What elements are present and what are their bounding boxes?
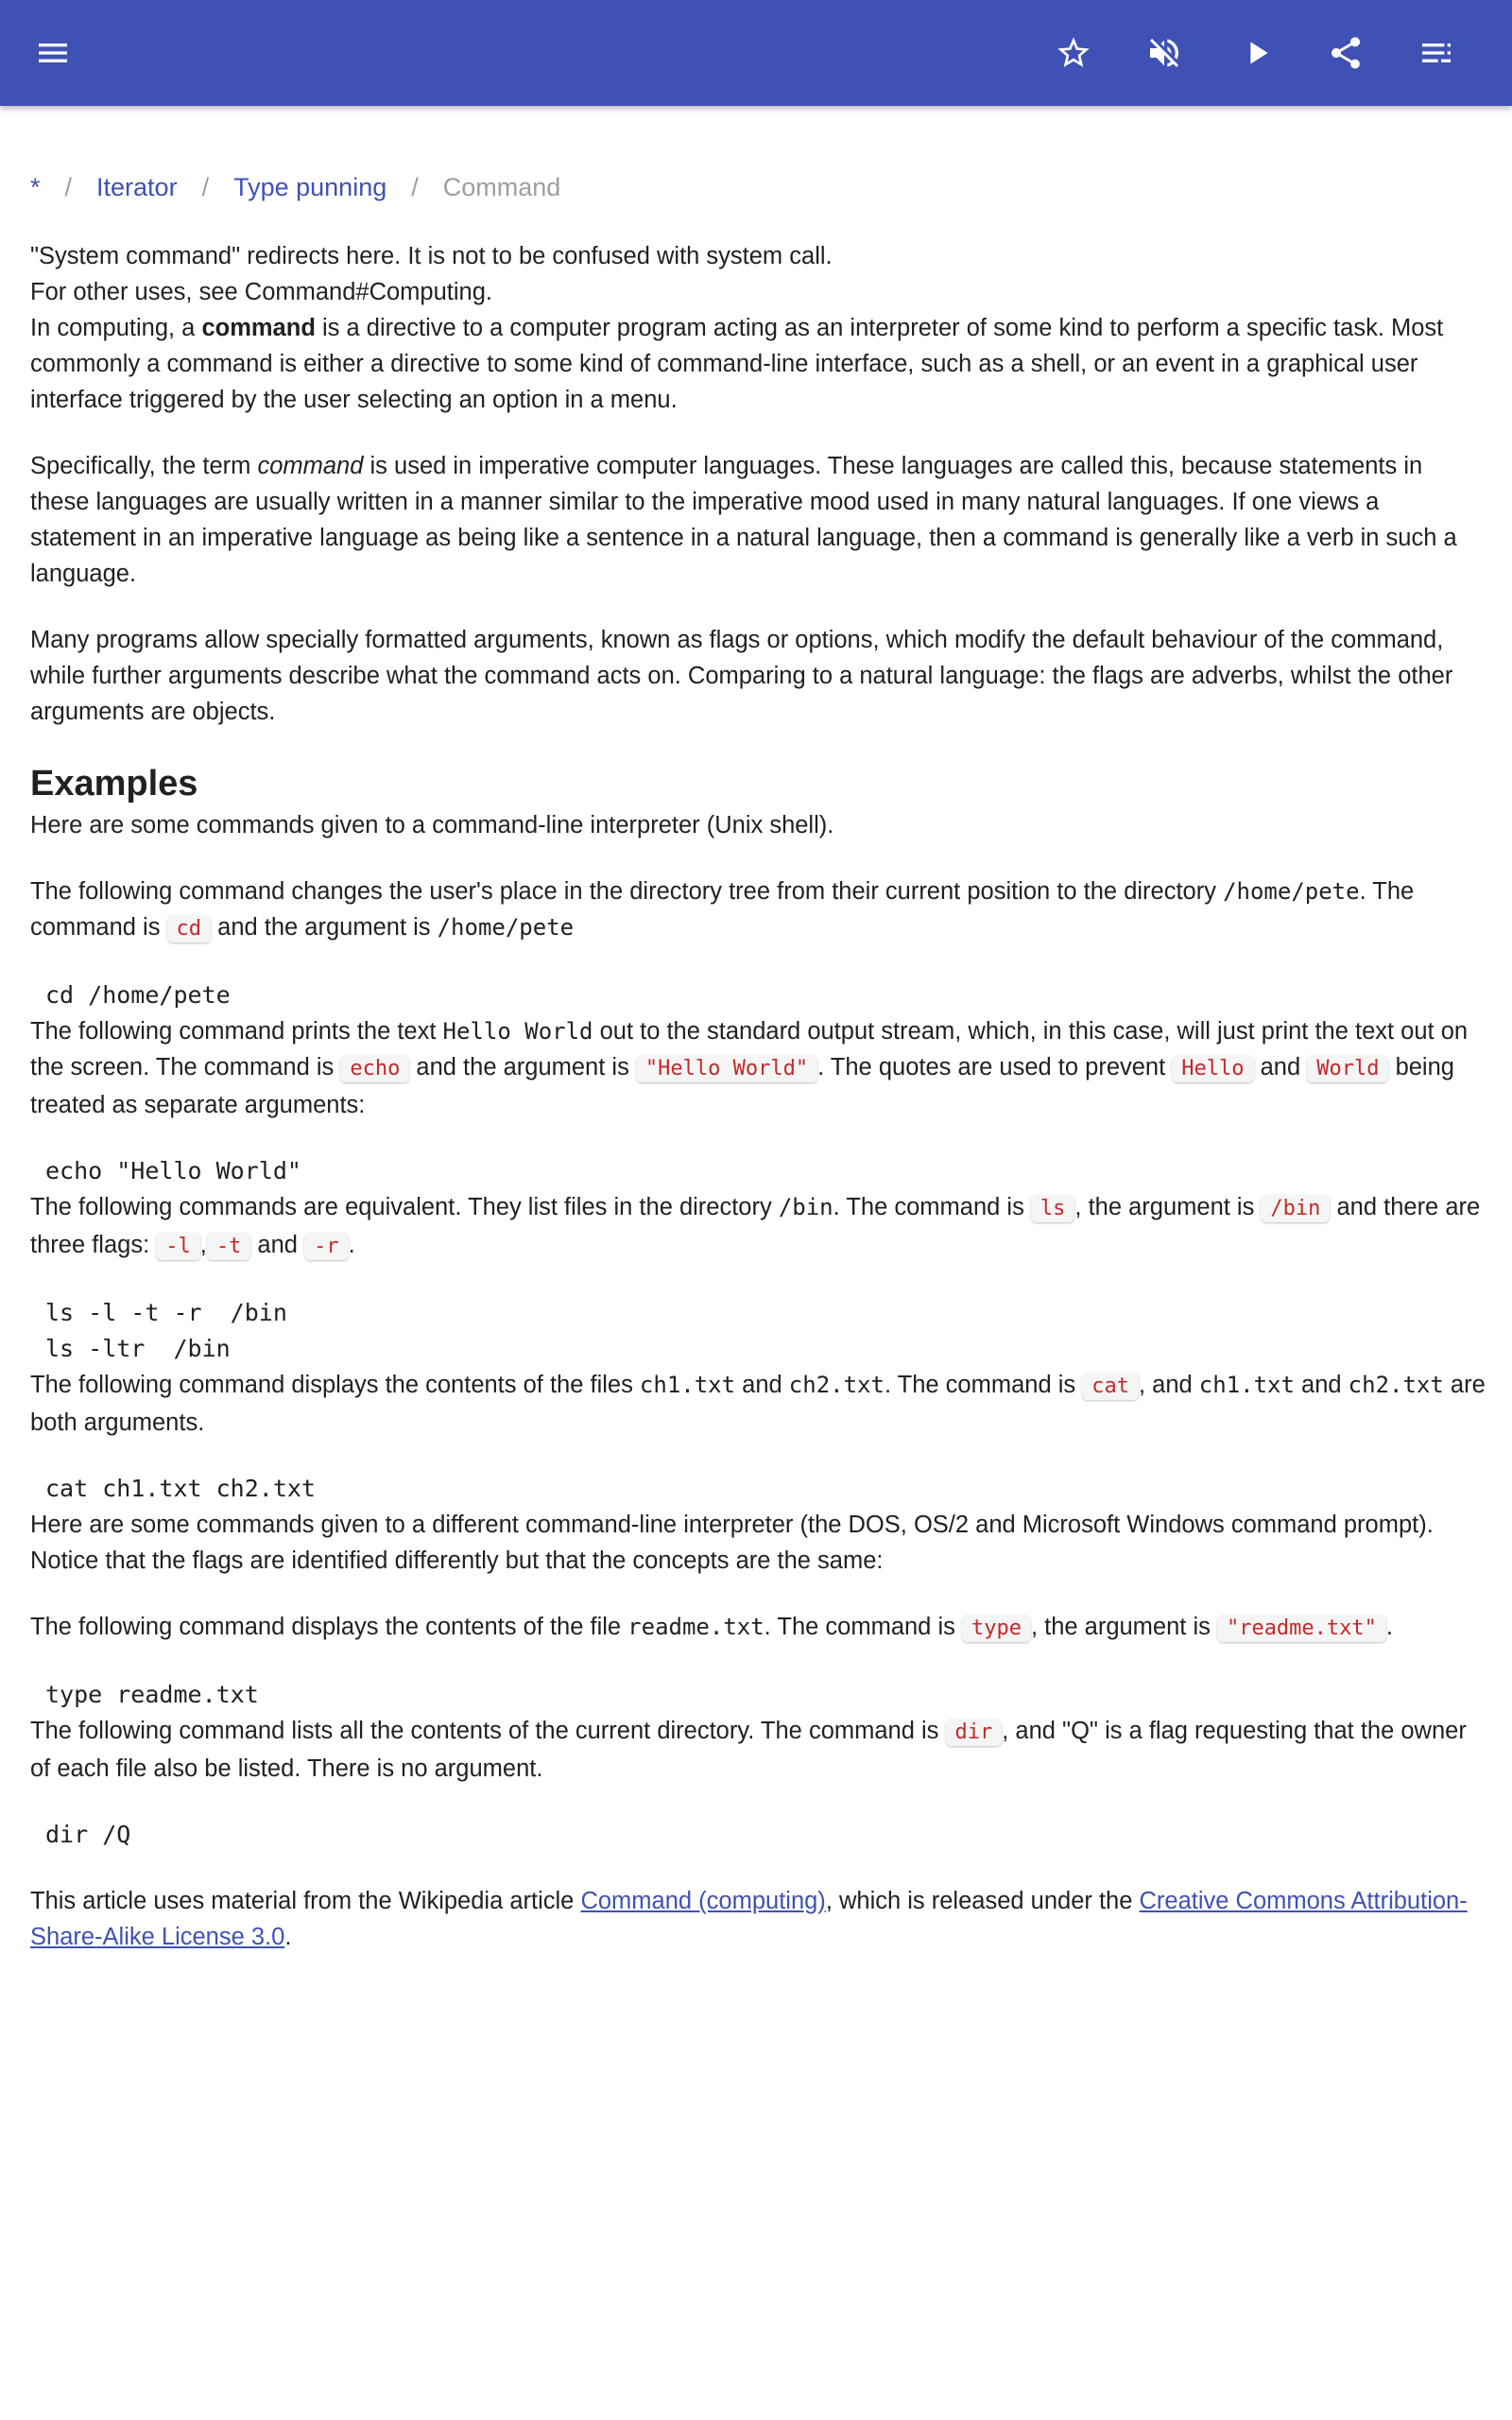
code-chip: dir [946, 1719, 1003, 1746]
arguments-paragraph: Many programs allow specially formatted arguments, known as flags or options, which modify the default behaviour of the command, while further arguments describe what the command acts on. Comparing to a natural language: the flags are adverbs, whilst the other arguments are objects. [30, 627, 1453, 725]
text: are both arguments. [30, 1372, 1486, 1436]
dos-intro: Here are some commands given to a different command-line interpreter (the DOS, OS/2 and Microsoft Windows command prompt). Notice that the flags are identified differently but that the concepts are the same: [30, 1512, 1434, 1574]
code-chip: -l [156, 1233, 200, 1260]
code-chip: echo [340, 1055, 409, 1082]
text: and there are three flags: [30, 1194, 1481, 1258]
text: and [1253, 1054, 1308, 1080]
breadcrumb-separator: / [411, 172, 419, 201]
breadcrumb-type-punning[interactable]: Type punning [233, 172, 387, 201]
volume-off-icon [1145, 34, 1183, 72]
code-chip: ls [1031, 1195, 1075, 1222]
text: , which is released under the [825, 1888, 1140, 1914]
mute-button[interactable] [1138, 26, 1191, 79]
text: and [1294, 1372, 1349, 1398]
code-chip: "readme.txt" [1217, 1615, 1386, 1642]
text: , and [1138, 1372, 1199, 1398]
text: The following command prints the text [30, 1018, 443, 1045]
text: out to the standard output stream, which, in this case, will just print the text out on the screen. The command is [30, 1018, 1469, 1080]
menu-icon [34, 34, 72, 72]
text: . [284, 1924, 292, 1950]
license-paragraph [30, 1883, 1486, 1955]
breadcrumb-iterator[interactable]: Iterator [96, 172, 178, 201]
text: . [348, 1232, 355, 1258]
text: , [199, 1232, 207, 1258]
license-link[interactable]: Creative Commons Attribution-Share-Alike License 3.0 [30, 1888, 1468, 1950]
share-button[interactable] [1319, 26, 1372, 79]
other-uses-note: For other uses, see Command#Computing. [30, 279, 492, 305]
redirect-note: "System command" redirects here. It is not to be confused with system call. [30, 243, 833, 269]
app-bar [0, 0, 1512, 106]
term-command-italic: command [257, 453, 364, 479]
code-chip: cd [167, 915, 212, 942]
breadcrumb [30, 166, 560, 208]
text: . The command is [30, 878, 1415, 941]
breadcrumb-home[interactable]: * [30, 172, 41, 201]
type-paragraph [30, 1609, 1486, 1647]
code-block-cat: cat ch1.txt ch2.txt [45, 1475, 316, 1502]
code-chip: World [1307, 1055, 1388, 1082]
code-inline: /home/pete [437, 914, 575, 941]
code-block-cd: cd /home/pete [45, 981, 231, 1009]
code-block-echo: echo "Hello World" [45, 1157, 301, 1184]
code-chip: cat [1082, 1373, 1139, 1400]
text: , and "Q" is a flag requesting that the owner of each file also be listed. There is no argument. [30, 1718, 1467, 1782]
text: The following command displays the contents of the file [30, 1614, 628, 1640]
text: , the argument is [1074, 1194, 1262, 1220]
code-block-dir: dir /Q [45, 1821, 131, 1848]
code-inline: ch1.txt [1198, 1372, 1295, 1398]
ls-paragraph [30, 1189, 1486, 1265]
text: . The command is [833, 1194, 1031, 1220]
list-icon [1418, 34, 1455, 72]
text: and the argument is [409, 1054, 636, 1080]
text: The following commands are equivalent. They list files in the directory [30, 1194, 779, 1220]
text: In computing, a [30, 315, 202, 341]
text: . The command is [764, 1614, 962, 1640]
code-inline: Hello World [442, 1018, 593, 1045]
code-block-ls: ls -l -t -r /bin ls -ltr /bin [45, 1299, 287, 1362]
echo-paragraph [30, 1013, 1486, 1123]
dir-paragraph [30, 1713, 1486, 1787]
code-inline: /home/pete [1223, 878, 1360, 905]
text: . The command is [884, 1372, 1083, 1398]
breadcrumb-separator: / [201, 172, 210, 201]
text: The following command displays the contents of the files [30, 1372, 640, 1398]
code-inline: /bin [778, 1194, 833, 1220]
code-block-type: type readme.txt [45, 1681, 259, 1708]
text: Specifically, the term [30, 453, 258, 479]
code-inline: ch1.txt [639, 1372, 736, 1398]
text: . [1385, 1614, 1393, 1640]
cd-paragraph [30, 873, 1486, 947]
code-chip: "Hello World" [636, 1055, 817, 1082]
source-article-link[interactable]: Command (computing) [580, 1888, 826, 1914]
code-inline: ch2.txt [788, 1372, 885, 1398]
code-chip: Hello [1172, 1055, 1253, 1082]
text: This article uses material from the Wikipedia article [30, 1888, 581, 1914]
text: . The quotes are used to prevent [817, 1054, 1173, 1080]
code-chip: -r [304, 1233, 349, 1260]
menu-button[interactable] [26, 26, 79, 79]
text: and [735, 1372, 789, 1398]
breadcrumb-current: Command [442, 172, 561, 201]
play-icon [1238, 34, 1276, 72]
play-button[interactable] [1230, 26, 1283, 79]
text: being treated as separate arguments: [30, 1054, 1454, 1118]
code-inline: ch2.txt [1348, 1372, 1444, 1398]
favorite-button[interactable] [1047, 26, 1100, 79]
examples-heading: Examples [30, 764, 198, 804]
share-icon [1327, 34, 1365, 72]
star-icon [1055, 34, 1092, 72]
text: is a directive to a computer program acting as an interpreter of some kind to perform a specific task. Most commonly a command is either a directive to some kind of command-line interface, such as a shell, or an event in a graphical user interface triggered by the user selecting an option in a menu. [30, 315, 1444, 413]
examples-intro: Here are some commands given to a command-line interpreter (Unix shell). [30, 812, 834, 838]
text: The following command lists all the contents of the current directory. The command is [30, 1718, 946, 1744]
toc-button[interactable] [1410, 26, 1463, 79]
text: and [250, 1232, 305, 1258]
term-command: command [201, 315, 316, 341]
code-chip: type [962, 1615, 1031, 1642]
imperative-paragraph [30, 448, 1486, 592]
code-chip: /bin [1261, 1195, 1330, 1222]
text: and the argument is [211, 914, 438, 941]
intro-paragraph [30, 238, 1486, 418]
breadcrumb-separator: / [64, 172, 73, 201]
text: is used in imperative computer languages. These languages are called this, because statements in these languages are usually written in a manner similar to the imperative mood used in many natural languages. If one views a statement in an imperative language as being like a sentence in a natural language, then a command is generally like a verb in such a language. [30, 453, 1457, 587]
code-inline: readme.txt [627, 1614, 765, 1640]
text: , the argument is [1030, 1614, 1217, 1640]
text: The following command changes the user's place in the directory tree from their current position to the directory [30, 878, 1224, 905]
cat-paragraph [30, 1367, 1486, 1441]
article-body [30, 238, 1486, 1985]
code-chip: -t [207, 1233, 251, 1260]
